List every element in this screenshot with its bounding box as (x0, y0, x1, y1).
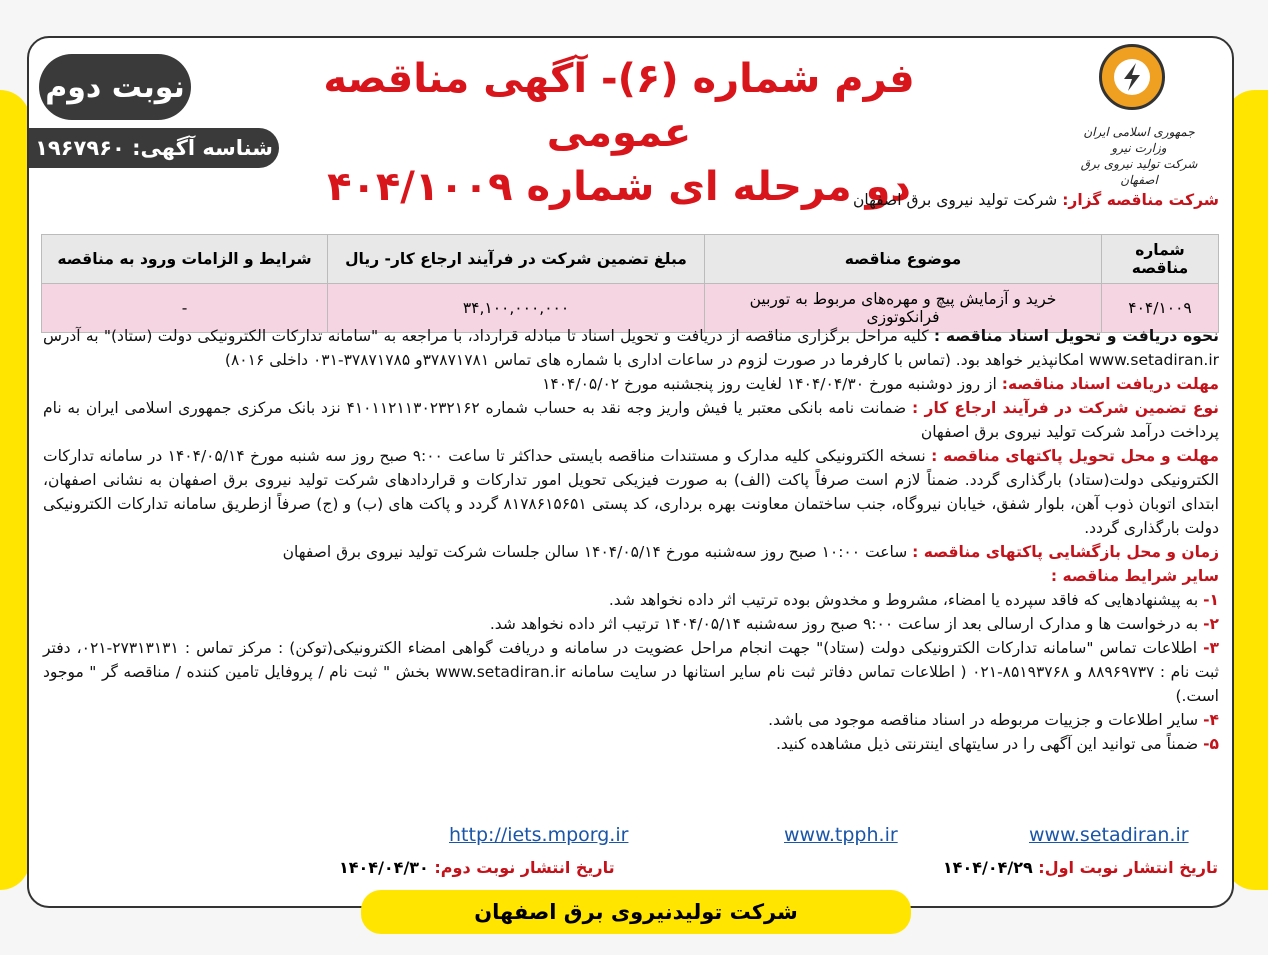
company-logo-icon (1099, 44, 1165, 110)
cell: - (42, 284, 328, 333)
condition-item: ۱- به پیشنهادهایی که فاقد سپرده یا امضاء، مشروط و مخدوش بوده ترتیب اثر داده نخواهد شد. (608, 591, 1219, 609)
condition-item: ۵- ضمناً می توانید این آگهی را در سایتهای اینترنتی ذیل مشاهده کنید. (775, 735, 1219, 753)
opening-section: زمان و محل بازگشایی پاکتهای مناقصه : ساعت ۱۰:۰۰ صبح روز سه‌شنبه مورخ ۱۴۰۴/۰۵/۱۴ سالن جلسات شرکت تولید نیروی برق اصفهان (282, 543, 1219, 561)
cell: خرید و آزمایش پیچ و مهره‌های مربوط به توربین فرانکوتوزی (705, 284, 1102, 333)
tenderer-line: شرکت مناقصه گزار: شرکت تولید نیروی برق اصفهان (852, 191, 1219, 209)
cell: ۳۴,۱۰۰,۰۰۰,۰۰۰ (328, 284, 705, 333)
first-publish-date: تاریخ انتشار نوبت اول: ۱۴۰۴/۰۴/۲۹ (942, 858, 1218, 877)
second-publish-date: تاریخ انتشار نوبت دوم: ۱۴۰۴/۰۴/۳۰ (339, 858, 615, 877)
condition-item: ۳- اطلاعات تماس "سامانه تدارکات الکترونیکی دولت (ستاد)" جهت انجام مراحل عضویت در سامانه و دریافت گواهی امضاء الکترونیکی(توکن) : مرکز تماس : ۲۷۳۱۳۱۳۱-۰۲۱، دفتر ثبت نام : ۸۸۹۶۹۷۳۷ و ۸۵۱۹۳۷۶۸-۰۲۱ ( اطلاعات تماس دفاتر ثبت نام سایر استانها در سایت سامانه www.setadiran.ir بخش " ثبت نام / پروفایل تامین کننده / مناقصه گر " موجود است.) (43, 639, 1219, 705)
other-conditions-heading: سایر شرایط مناقصه : (1050, 567, 1219, 585)
condition-item: ۴- سایر اطلاعات و جزییات مربوطه در اسناد مناقصه موجود می باشد. (768, 711, 1219, 729)
header-cell: شرایط و الزامات ورود به مناقصه (42, 235, 328, 284)
header-cell: شماره مناقصه (1102, 235, 1219, 284)
header-cell: مبلغ تضمین شرکت در فرآیند ارجاع کار- ریال (328, 235, 705, 284)
delivery-section: مهلت و محل تحویل پاکتهای مناقصه : نسخه الکترونیکی کلیه مدارک و مستندات مناقصه بایستی حداکثر تا ساعت ۹:۰۰ صبح روز سه شنبه مورخ ۱۴۰۴/۰۵/۱۴ در سامانه تدارکات الکترونیکی دولت(ستاد) بارگذاری گردد. ضمناً لازم است صرفاً پاکت (الف) به صورت فیزیکی تحویل امور تدارکات و قراردادهای شرکت تولید نیروی برق اصفهان به نشانی اصفهان، ابتدای اتوبان ذوب آهن، بلوار شفق، خیابان نیروگاه، جنب ساختمان معاونت بهره برداری، کد پستی ۸۱۷۸۶۱۵۶۵۱ گردد و پاکت های (ب) و (ج) صرفاً ازطریق سامانه تدارکات الکترونیکی دولت بارگذاری گردد. (43, 447, 1219, 537)
notice-frame (27, 36, 1234, 924)
header-cell: موضوع مناقصه (705, 235, 1102, 284)
title-line-1: فرم شماره (۶)- آگهی مناقصه عمومی (323, 56, 915, 156)
left-yellow-band (0, 90, 30, 890)
tender-table (41, 234, 1219, 333)
site-link-setadiran[interactable]: www.setadiran.ir (1029, 824, 1189, 846)
cell: ۴۰۴/۱۰۰۹ (1102, 284, 1219, 333)
condition-item: ۲- به درخواست ها و مدارک ارسالی بعد از ساعت ۹:۰۰ صبح روز سه‌شنبه ۱۴۰۴/۰۵/۱۴ ترتیب اثر داده نخواهد شد. (489, 615, 1219, 633)
site-link-iets[interactable]: http://iets.mporg.ir (449, 824, 629, 846)
receive-section: نحوه دریافت و تحویل اسناد مناقصه : کلیه مراحل برگزاری مناقصه از دریافت و تحویل اسناد تا مبادله قرارداد، با مراجعه به "سامانه تدارکات الکترونیکی دولت (ستاد)" به آدرس www.setadiran.ir امکانپذیر خواهد بود. (تماس با کارفرما در صورت لزوم در ساعات اداری با شماره های تماس ۳۷۸۷۱۷۸۱و ۳۷۸۷۱۷۸۵-۰۳۱ داخلی ۸۰۱۶) (43, 327, 1219, 369)
logo-caption: جمهوری اسلامی ایران وزارت نیرو شرکت تولید نیروی برق اصفهان (1080, 125, 1198, 187)
ad-id-tag: شناسه آگهی: ۱۹۶۷۹۶۰ (29, 128, 279, 168)
notice-body (43, 324, 1219, 756)
site-link-tpph[interactable]: www.tpph.ir (784, 824, 898, 846)
title-line-2: دو مرحله ای شماره ۴۰۴/۱۰۰۹ (327, 164, 911, 210)
deadline-section: مهلت دریافت اسناد مناقصه: از روز دوشنبه مورخ ۱۴۰۴/۰۴/۳۰ لغایت روز پنجشنبه مورخ ۱۴۰۴/۰۵/۰۲ (542, 375, 1219, 393)
table-header-row (42, 235, 1219, 284)
turn-tag: نوبت دوم (39, 54, 191, 120)
guarantee-section: نوع تضمین شرکت در فرآیند ارجاع کار : ضمانت نامه بانکی معتبر یا فیش واریز وجه نقد به حساب شماره ۴۱۰۱۱۲۱۱۳۰۲۳۲۱۶۲ نزد بانک مرکزی جمهوری اسلامی ایران به نام پرداخت درآمد شرکت تولید نیروی برق اصفهان (43, 399, 1219, 441)
footer-company-name: شرکت تولیدنیروی برق اصفهان (361, 890, 911, 934)
